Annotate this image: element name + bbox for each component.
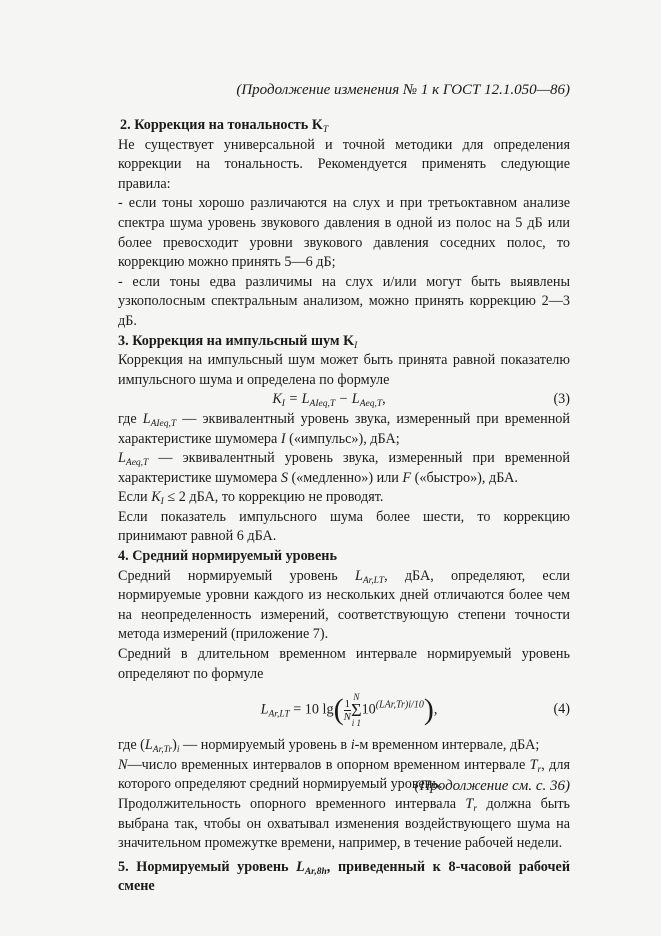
- section-2-heading: 2. Коррекция на тональность $K_T$: [120, 117, 329, 135]
- paragraph: N—число временных интервалов в опорном временном интервале $T_r$, для которого определяют средний нормируемый уровень.: [118, 756, 570, 793]
- formula-3: $K_I = L_{AIeq,T} - L_{Aeq,T}$, (3): [272, 391, 570, 410]
- paragraph: где $L_{AIeq,T}$ — эквивалентный уровень звука, измеренный при временной характеристике шумомера I («импульс»), дБА;: [118, 410, 570, 447]
- equation-number: (4): [553, 701, 570, 718]
- paragraph: Если $K_I \le 2$ дБА, то коррекцию не проводят.: [118, 489, 384, 508]
- paragraph: Если показатель импульсного шума более шести, то коррекцию принимают равной 6 дБА.: [118, 508, 570, 545]
- paragraph: Не существует универсальной и точной методики для определения коррекции на тональность. Рекомендуется применять следующие правила:: [118, 136, 570, 192]
- fraction: $\frac{1}{N}$: [343, 697, 351, 723]
- paragraph: Средний в длительном временном интервале нормируемый уровень определяют по формуле: [118, 646, 570, 682]
- paragraph: Продолжительность опорного временного интервала $T_r$ должна быть выбрана так, чтобы он охватывал изменения воздействующего шума на значительном промежутке времени, например, в течение рабочей недели.: [118, 796, 570, 852]
- section-3-heading: 3. Коррекция на импульсный шум $K_I$: [118, 332, 358, 351]
- paragraph: где $(L_{Ar,Tr})_i$ — нормируемый уровень в i-м временном интервале, дБА;: [118, 737, 540, 756]
- paragraph: - если тоны едва различимы на слух и/или могут быть выявлены узкополосным спектральным анализом, можно принять коррекцию 2—3 дБ.: [118, 273, 570, 329]
- section-4-heading: 4. Средний нормируемый уровень: [118, 548, 337, 565]
- equation-number: (3): [553, 391, 570, 408]
- formula-4: $L_{Ar,LT} = 10$ lg( $\frac{1}{N}$ N Σ i 1 $10^{(LAr,Tr)i/10}$), (4): [260, 692, 570, 729]
- paragraph: Средний нормируемый уровень $L_{Ar,LT}$, дБА, определяют, если нормируемые уровни каждого из нескольких дней отличаются более чем на неопределенность измерений, соответствующую степени точности метода измерений (приложение 7).: [118, 567, 570, 643]
- sum-symbol: N Σ i 1: [351, 692, 362, 729]
- paragraph: $L_{Aeq,T}$ — эквивалентный уровень звука, измеренный при временной характеристике шумомера S («медленно») или F («быстро»), дБА.: [118, 450, 570, 486]
- continuation-note: (Продолжение см. с. 36): [414, 778, 570, 794]
- section-5-heading: 5. Нормируемый уровень $L_{Ar,8h}$, приведенный к 8-часовой рабочей смене: [118, 858, 571, 895]
- paragraph: Коррекция на импульсный шум может быть принята равной показателю импульсного шума и определена по формуле: [118, 352, 570, 388]
- paragraph: - если тоны хорошо различаются на слух и при третьоктавном анализе спектра шума уровень звукового давления в одной из полос на 5 дБ или более превосходит уровни звукового давления соседних полос, то коррекцию можно принять 5—6 дБ;: [118, 195, 570, 271]
- running-header: (Продолжение изменения № 1 к ГОСТ 12.1.050—86): [236, 82, 570, 98]
